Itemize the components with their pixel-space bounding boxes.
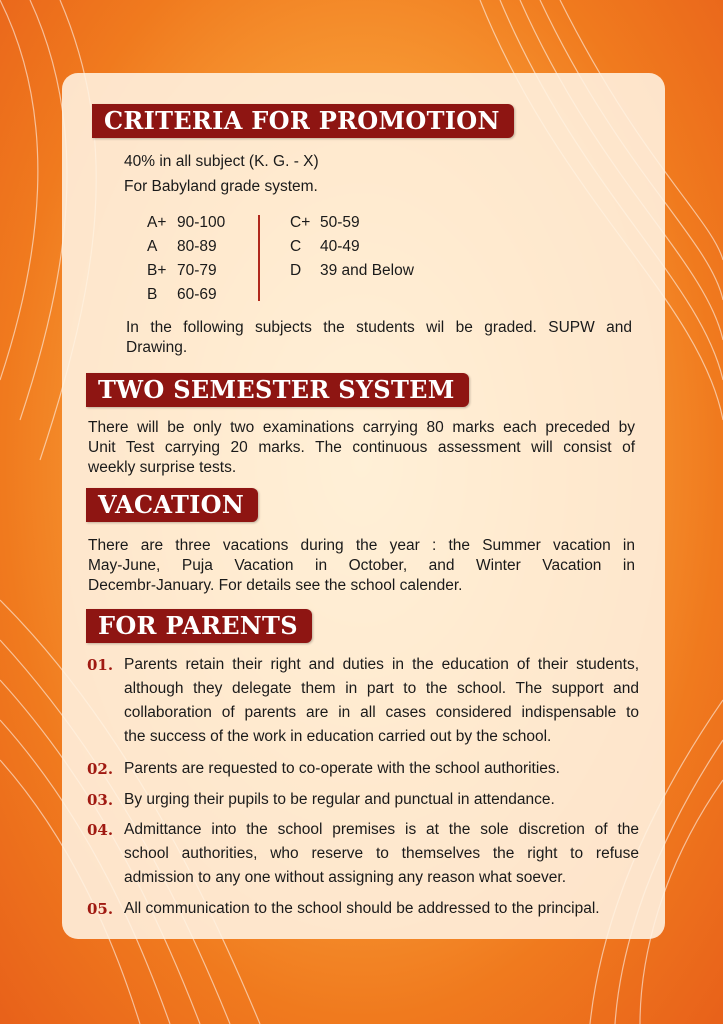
item-line: the success of the work in education carried out by the school. [124, 728, 552, 745]
criteria-heading: CRITERIA FOR PROMOTION [92, 104, 514, 138]
grade-row [290, 259, 414, 283]
item-line: Admittance into the school premises is at the sole discretion of the [124, 821, 639, 838]
grade-row [147, 235, 225, 259]
item-number: 04. [87, 821, 114, 839]
grade-range: 39 and Below [320, 262, 414, 279]
item-line: admission to any one without assigning any reason what soever. [124, 869, 567, 886]
grade-list-right [290, 211, 414, 283]
item-line: Parents are requested to co-operate with the school authorities. [124, 760, 560, 777]
paragraph-line: In the following subjects the students wil be graded. SUPW and [126, 319, 632, 336]
paragraph-line: weekly surprise tests. [88, 459, 237, 476]
list-item [124, 653, 639, 749]
item-line: All communication to the school should be addressed to the principal. [124, 900, 600, 917]
grade-range: 50-59 [320, 214, 360, 231]
vacation-paragraph [88, 536, 635, 596]
grade-row [147, 283, 225, 307]
item-line: Parents retain their right and duties in the education of their students, [124, 656, 639, 673]
paragraph-line: There will be only two examinations carrying 80 marks each preceded by [88, 419, 635, 436]
grade-row [147, 259, 225, 283]
grade-range: 40-49 [320, 238, 360, 255]
grade-row [290, 211, 414, 235]
grade-row [147, 211, 225, 235]
paragraph-line: Drawing. [126, 339, 188, 356]
list-item [124, 897, 639, 921]
item-line: although they delegate them in part to the school. The support and [124, 680, 639, 697]
list-item [124, 788, 639, 812]
item-number: 01. [87, 656, 114, 674]
grade-letter: C [290, 238, 302, 255]
criteria-note [126, 318, 632, 358]
item-line: collaboration of parents are in all cases considered indispensable to [124, 704, 639, 721]
paragraph-line: There are three vacations during the year : the Summer vacation in [88, 537, 635, 554]
grade-divider [258, 215, 260, 301]
item-number: 05. [87, 900, 114, 918]
parents-heading: FOR PARENTS [86, 609, 312, 643]
grade-letter: D [290, 262, 302, 279]
list-item [124, 757, 639, 781]
grade-range: 60-69 [177, 286, 217, 303]
paragraph-line: Decembr-January. For details see the school calender. [88, 577, 463, 594]
semester-heading: TWO SEMESTER SYSTEM [86, 373, 469, 407]
grade-letter: A [147, 238, 158, 255]
list-item [124, 818, 639, 890]
criteria-line-1: 40% in all subject (K. G. - X) [124, 153, 319, 170]
grade-range: 90-100 [177, 214, 226, 231]
grade-range: 80-89 [177, 238, 217, 255]
item-line: school authorities, who reserve to themselves the right to refuse [124, 845, 639, 862]
item-number: 03. [87, 791, 114, 809]
grade-letter: B [147, 286, 158, 303]
item-line: By urging their pupils to be regular and punctual in attendance. [124, 791, 555, 808]
grade-list-left [147, 211, 225, 307]
grade-row [290, 235, 414, 259]
item-number: 02. [87, 760, 114, 778]
vacation-heading: VACATION [86, 488, 258, 522]
grade-letter: A+ [147, 214, 167, 231]
grade-letter: C+ [290, 214, 311, 231]
grade-letter: B+ [147, 262, 167, 279]
semester-paragraph [88, 418, 635, 478]
grade-range: 70-79 [177, 262, 217, 279]
paragraph-line: Unit Test carrying 20 marks. The continuous assessment will consist of [88, 439, 635, 456]
criteria-line-2: For Babyland grade system. [124, 178, 318, 195]
paragraph-line: May-June, Puja Vacation in October, and Winter Vacation in [88, 557, 635, 574]
